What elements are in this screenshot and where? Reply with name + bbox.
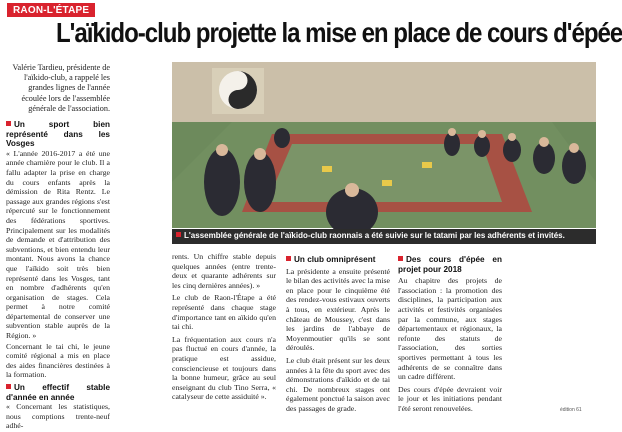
paragraph: Des cours d'épée devraient voir le jour et les initiations pendant l'été seront renouvelées. — [398, 384, 502, 413]
bullet-icon — [6, 384, 11, 389]
bullet-icon — [286, 256, 291, 261]
paragraph: Le club de Raon-l'Étape a été représenté dans chaque stage d'importance tant en aïkido qu'en tai chi. — [172, 293, 276, 332]
headline: L'aïkido-club projette la mise en place de cours d'épée — [56, 17, 622, 48]
photo-illustration — [172, 62, 596, 228]
paragraph: La fréquentation aux cours n'a pas fluctué en cours d'année, la pratique est assidue, consciencieuse et toujours dans la bonne humeur, grâce au seul enseignant du club Tino Serra, « catalyseur de cette assiduité ». — [172, 334, 276, 402]
intro-paragraph: Valérie Tardieu, présidente de l'aïkido-club, a rappelé les grandes lignes de l'année écoulée lors de l'assemblée générale de l'association. — [12, 63, 110, 113]
paragraph: La présidente a ensuite présenté le bilan des activités avec la mise en place pour le cinquième été des rendez-vous estivaux ouverts à tous, en extérieur. Après le château de Moussey, c'est dans les jardins de l'abbaye de Moyenmoutier qu'ils se sont déroulés. — [286, 266, 390, 353]
assembly-photo — [172, 62, 596, 228]
paragraph: rents. Un chiffre stable depuis quelques années (entre trente-deux et quarante adhérents sur les cinq dernières années). » — [172, 252, 276, 290]
paragraph: « L'année 2016-2017 a été une année charnière pour le club. Il a fallu adapter la prise en charge du cours enfants après la démission de Rita Rentz. Le passage aux grandes régions s'est répercuté sur le fonctionnement des fédérations sportives. Principalement sur les modalités de demande et d'attribution des subventions, et bien entendu leur montant. Nous avons la chance que l'aïkido soit très bien représenté dans les Vosges, tant en nombre d'adhérents qu'en organisation de stages. Cela permet à notre comité départemental de conserver une subvention stable auprès de la Région. » — [6, 148, 110, 341]
subheading-effectif-stable: Un effectif stable d'année en année — [6, 383, 110, 402]
column-4 — [398, 252, 502, 415]
section-tag: RAON-L'ÉTAPE — [7, 3, 95, 17]
bullet-icon — [6, 121, 11, 126]
subheading-sport-represente: Un sport bien représenté dans les Vosges — [6, 120, 110, 149]
bullet-icon — [398, 256, 403, 261]
bullet-icon — [176, 232, 181, 237]
paragraph: Au chapitre des projets de l'association : la promotion des disciplines, la participation aux activités et festivités organisées par la commune, aux stages départementaux et régionaux, la refonte des statuts de l'association, des sorties sportives permettant à tous les adhérents de se connaître dans un cadre différent. — [398, 276, 502, 382]
subheading-club-omnipresent: Un club omniprésent — [286, 255, 390, 265]
column-1 — [6, 117, 110, 432]
column-3 — [286, 252, 390, 415]
paragraph: « Concernant les statistiques, nous comptions trente-neuf adhé- — [6, 402, 110, 431]
subheading-cours-epee: Des cours d'épée en projet pour 2018 — [398, 255, 502, 274]
paragraph: Le club était présent sur les deux années à la fête du sport avec des démonstrations d'aïkido et de tai chi. De nombreux stages ont également ponctué la saison avec des passages de grade. — [286, 355, 390, 413]
paragraph: Concernant le tai chi, le jeune comité régional a mis en place des aides financières destinées à la formation. — [6, 341, 110, 380]
photo-caption: L'assemblée générale de l'aïkido-club raonnais a été suivie sur le tatami par les adhérents et invités. — [172, 229, 596, 244]
edition-footer: édition 61 — [560, 407, 582, 413]
column-2 — [172, 252, 276, 403]
